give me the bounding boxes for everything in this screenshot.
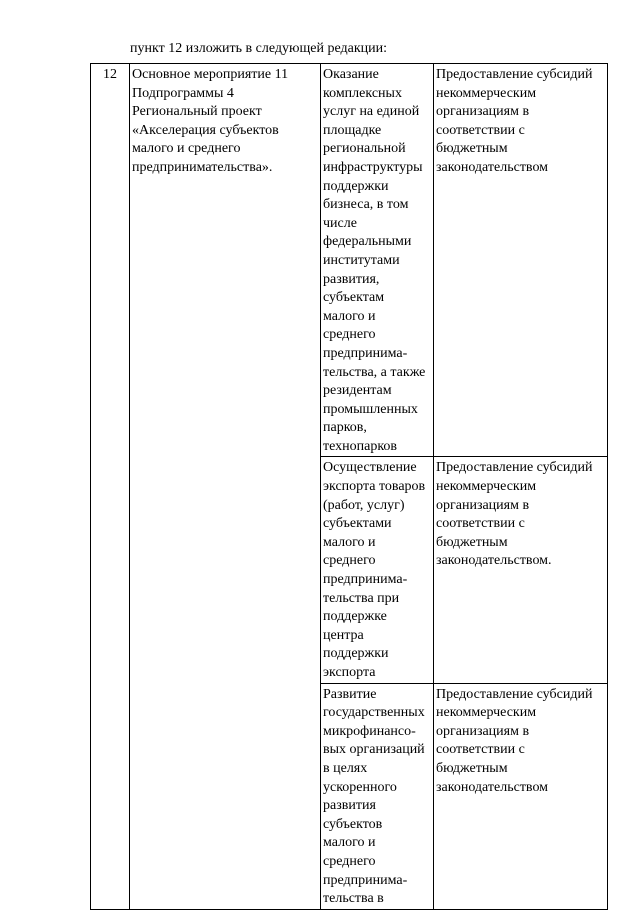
mechanism-cell: Предоставление субсидий некоммерческим организациям в соответствии с бюджетным законодательством. <box>434 457 608 683</box>
event-name: Основное мероприятие 11 Подпрограммы 4 Региональный проект «Акселерация субъектов малого и среднего предпринимательства». <box>130 64 321 910</box>
intro-text: пункт 12 изложить в следующей редакции: <box>130 41 387 56</box>
activity-cell: Осуществление экспорта товаров (работ, услуг) субъектами малого и среднего предпринима- тельства при поддержке центра поддержки экспорта <box>321 457 434 683</box>
activity-cell: Развитие государственных микрофинансо- вых организаций в целях ускоренного развития субъектов малого и среднего предпринима- тельства в <box>321 683 434 909</box>
mechanism-cell: Предоставление субсидий некоммерческим организациям в соответствии с бюджетным законодательством <box>434 64 608 457</box>
program-table <box>90 63 608 910</box>
table-row <box>91 64 608 457</box>
row-number: 12 <box>91 64 130 910</box>
mechanism-cell: Предоставление субсидий некоммерческим организациям в соответствии с бюджетным законодательством <box>434 683 608 909</box>
activity-cell: Оказание комплексных услуг на единой площадке региональной инфраструктуры поддержки бизнеса, в том числе федеральными институтами развития, субъектам малого и среднего предпринима- тельства, а также резидентам промышленных парков, технопарков <box>321 64 434 457</box>
